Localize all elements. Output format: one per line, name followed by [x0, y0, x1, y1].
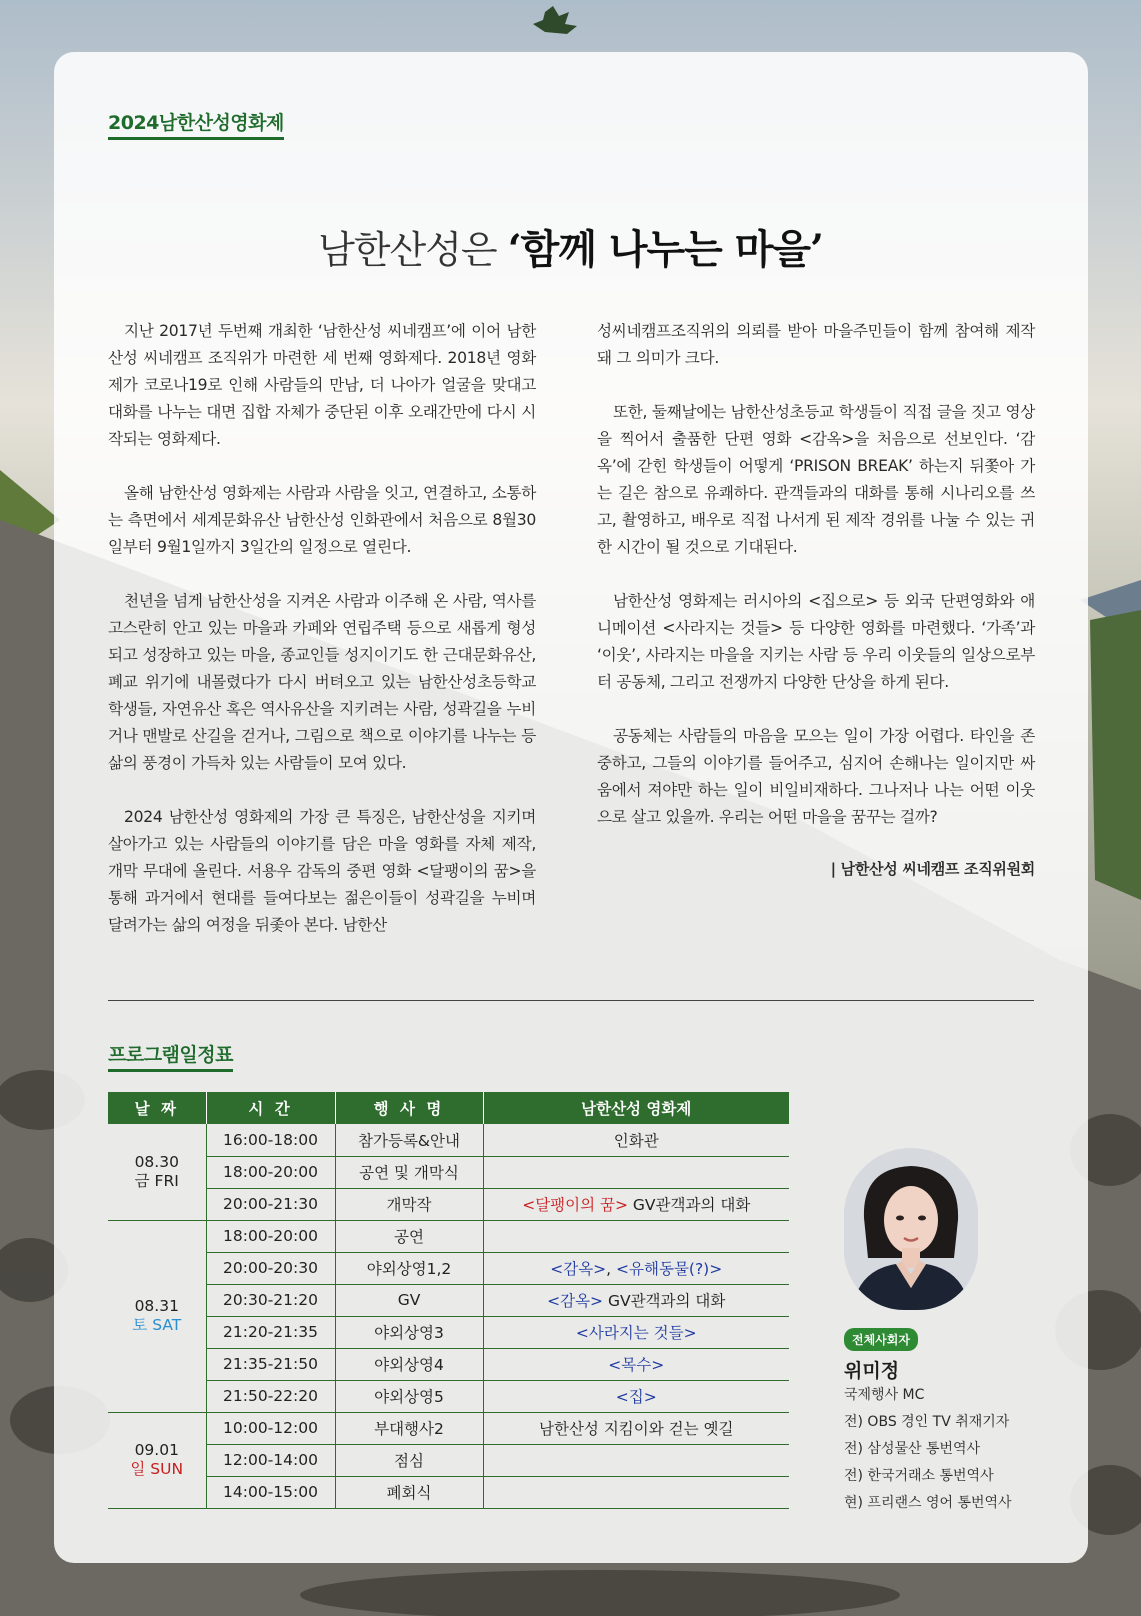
- event-cell: 야외상영4: [335, 1348, 483, 1380]
- film-title: <달팽이의 꿈>: [522, 1196, 628, 1214]
- paragraph: 2024 남한산성 영화제의 가장 큰 특징은, 남한산성을 지키며 살아가고 있는 사람들의 이야기를 담은 마을 영화를 자체 제작, 개막 무대에 올린다. 서용우 감독의 중편 영화 <달팽이의 꿈>을 통해 과거에서 현대를 들여다보는 젊은이들이 성곽길을 누비며 달려가는 삶의 여정을 뒤좇아 본다. 남한산: [108, 808, 536, 934]
- time-cell: 21:50-22:20: [206, 1380, 335, 1412]
- mc-profile-line: 현) 프리랜스 영어 통번역사: [844, 1495, 1012, 1511]
- mc-profile: [844, 1382, 1012, 1517]
- event-cell: GV: [335, 1284, 483, 1316]
- paragraph: 올해 남한산성 영화제는 사람과 사람을 잇고, 연결하고, 소통하는 측면에서 세계문화유산 남한산성 인화관에서 처음으로 8월30일부터 9월1일까지 3일간의 일정으로 열린다.: [108, 484, 536, 556]
- paragraph: 남한산성 영화제는 러시아의 <집으로> 등 외국 단편영화와 애니메이션 <사라지는 것들> 등 다양한 영화를 마련했다. ‘가족’과 ‘이웃’, 사라지는 마을을 지키는 사람 등 우리 이웃들의 일상으로부터 공동체, 그리고 전쟁까지 다양한 단상을 하게 된다.: [597, 592, 1035, 691]
- table-row: [108, 1348, 789, 1380]
- event-cell: 공연 및 개막식: [335, 1156, 483, 1188]
- time-cell: 21:20-21:35: [206, 1316, 335, 1348]
- mc-name: 위미정: [844, 1360, 900, 1382]
- table-row: [108, 1476, 789, 1508]
- event-cell: 야외상영5: [335, 1380, 483, 1412]
- date-cell: [108, 1412, 206, 1508]
- schedule-heading: 프로그램일정표: [108, 1040, 233, 1072]
- column-header: 남한산성 영화제: [483, 1092, 789, 1124]
- program-separator: ,: [606, 1260, 617, 1278]
- table-row: [108, 1316, 789, 1348]
- program-note: GV관객과의 대화: [603, 1292, 726, 1310]
- date-cell: [108, 1220, 206, 1412]
- time-cell: 21:35-21:50: [206, 1348, 335, 1380]
- column-header: 날 짜: [108, 1092, 206, 1124]
- film-title: <집>: [615, 1388, 657, 1406]
- table-header-row: [108, 1092, 789, 1124]
- table-row: [108, 1444, 789, 1476]
- day-label: 일 SUN: [130, 1460, 184, 1478]
- time-cell: 20:00-21:30: [206, 1188, 335, 1220]
- date-value: 08.31: [134, 1297, 179, 1315]
- schedule-table: [108, 1092, 789, 1509]
- mc-profile-line: 전) 삼성물산 통번역사: [844, 1441, 981, 1457]
- event-cell: 참가등록&안내: [335, 1124, 483, 1156]
- date-value: 09.01: [134, 1441, 179, 1459]
- program-cell: [483, 1284, 789, 1316]
- film-title: <감옥>: [550, 1260, 607, 1278]
- table-row: [108, 1124, 789, 1156]
- date-value: 08.30: [134, 1152, 179, 1171]
- time-cell: 18:00-20:00: [206, 1156, 335, 1188]
- paragraph: 또한, 둘째날에는 남한산성초등교 학생들이 직접 글을 짓고 영상을 찍어서 출품한 단편 영화 <감옥>을 처음으로 선보인다. ‘감옥’에 갇힌 학생들이 어떻게 ‘PRISON BREAK’ 하는지 뒤쫓아 가는 길은 참으로 유쾌하다. 관객들과의 대화를 통해 시나리오를 쓰고, 촬영하고, 배우로 직접 나서게 된 제작 경위를 나눌 수 있는 귀한 시간이 될 것으로 기대된다.: [597, 403, 1035, 556]
- program-note: GV관객과의 대화: [627, 1196, 751, 1214]
- event-cell: 공연: [335, 1220, 483, 1252]
- paragraph: 성씨네캠프조직위의 의뢰를 받아 마을주민들이 함께 참여해 제작돼 그 의미가 크다.: [597, 322, 1035, 367]
- program-cell: [483, 1444, 789, 1476]
- program-cell: [483, 1156, 789, 1188]
- time-cell: 14:00-15:00: [206, 1476, 335, 1508]
- table-row: [108, 1412, 789, 1444]
- date-cell: [108, 1124, 206, 1220]
- paragraph: 지난 2017년 두번째 개최한 ‘남한산성 씨네캠프’에 이어 남한산성 씨네캠프 조직위가 마련한 세 번째 영화제다. 2018년 영화제가 코로나19로 인해 사람들의 만남, 더 나아가 얼굴을 맞대고 대화를 나누는 대면 집합 자체가 중단된 이후 오래간만에 다시 시작되는 영화제다.: [108, 322, 536, 448]
- film-title: <감옥>: [547, 1292, 604, 1310]
- table-row: [108, 1252, 789, 1284]
- paragraph: 공동체는 사람들의 마음을 모으는 일이 가장 어렵다. 타인을 존중하고, 그들의 이야기를 들어주고, 심지어 손해나는 일이지만 싸움에서 져야만 하는 일이 비일비재하다. 그나저나 나는 어떤 이웃으로 살고 있을까. 우리는 어떤 마을을 꿈꾸는 걸까?: [597, 727, 1035, 826]
- title-prefix: 남한산성은: [318, 228, 508, 272]
- time-cell: 10:00-12:00: [206, 1412, 335, 1444]
- page-title: [0, 218, 1141, 275]
- table-row: [108, 1220, 789, 1252]
- program-cell: 남한산성 지킴이와 걷는 옛길: [483, 1412, 789, 1444]
- event-cell: 야외상영1,2: [335, 1252, 483, 1284]
- day-label: 토 SAT: [132, 1316, 182, 1334]
- column-header: 행 사 명: [335, 1092, 483, 1124]
- signature: | 남한산성 씨네캠프 조직위원회: [830, 860, 1035, 878]
- section-tag: 2024남한산성영화제: [108, 108, 284, 140]
- program-cell: [483, 1220, 789, 1252]
- program-cell: [483, 1316, 789, 1348]
- table-row: [108, 1156, 789, 1188]
- event-cell: 점심: [335, 1444, 483, 1476]
- program-cell: [483, 1380, 789, 1412]
- mc-profile-line: 국제행사 MC: [844, 1387, 925, 1403]
- time-cell: 16:00-18:00: [206, 1124, 335, 1156]
- table-row: [108, 1380, 789, 1412]
- mc-portrait-photo: [844, 1148, 978, 1310]
- program-cell: [483, 1348, 789, 1380]
- mc-badge: 전체사회자: [844, 1328, 918, 1351]
- title-emphasis: ‘함께 나누는 마을’: [507, 226, 823, 273]
- table-row: [108, 1188, 789, 1220]
- table-row: [108, 1284, 789, 1316]
- mc-profile-line: 전) 한국거래소 통번역사: [844, 1468, 994, 1484]
- article-right-column: [597, 318, 1035, 883]
- time-cell: 18:00-20:00: [206, 1220, 335, 1252]
- article-left-column: [108, 318, 536, 966]
- column-header: 시 간: [206, 1092, 335, 1124]
- mc-profile-line: 전) OBS 경인 TV 취재기자: [844, 1414, 1010, 1430]
- paragraph: 천년을 넘게 남한산성을 지켜온 사람과 이주해 온 사람, 역사를 고스란히 안고 있는 마을과 카페와 연립주택 등으로 새롭게 형성되고 성장하고 있는 마을, 종교인들 성지이기도 한 근대문화유산, 폐교 위기에 내몰렸다가 다시 버텨오고 있는 남한산성초등학교 학생들, 자연유산 혹은 역사유산을 지키려는 사람, 성곽길을 누비거나 맨발로 산길을 걷거나, 그림으로 책으로 이야기를 나누는 등 삶의 풍경이 가득차 있는 사람들이 모여 있다.: [108, 592, 536, 772]
- program-cell: 인화관: [483, 1124, 789, 1156]
- time-cell: 20:00-20:30: [206, 1252, 335, 1284]
- program-cell: [483, 1188, 789, 1220]
- film-title: <유해동물(?)>: [616, 1260, 723, 1278]
- program-cell: [483, 1476, 789, 1508]
- divider: [108, 1000, 1034, 1001]
- film-title: <목수>: [608, 1356, 665, 1374]
- day-label: 금 FRI: [134, 1171, 179, 1190]
- event-cell: 부대행사2: [335, 1412, 483, 1444]
- time-cell: 12:00-14:00: [206, 1444, 335, 1476]
- film-title: <사라지는 것들>: [575, 1324, 697, 1342]
- event-cell: 폐회식: [335, 1476, 483, 1508]
- program-cell: [483, 1252, 789, 1284]
- event-cell: 야외상영3: [335, 1316, 483, 1348]
- event-cell: 개막작: [335, 1188, 483, 1220]
- time-cell: 20:30-21:20: [206, 1284, 335, 1316]
